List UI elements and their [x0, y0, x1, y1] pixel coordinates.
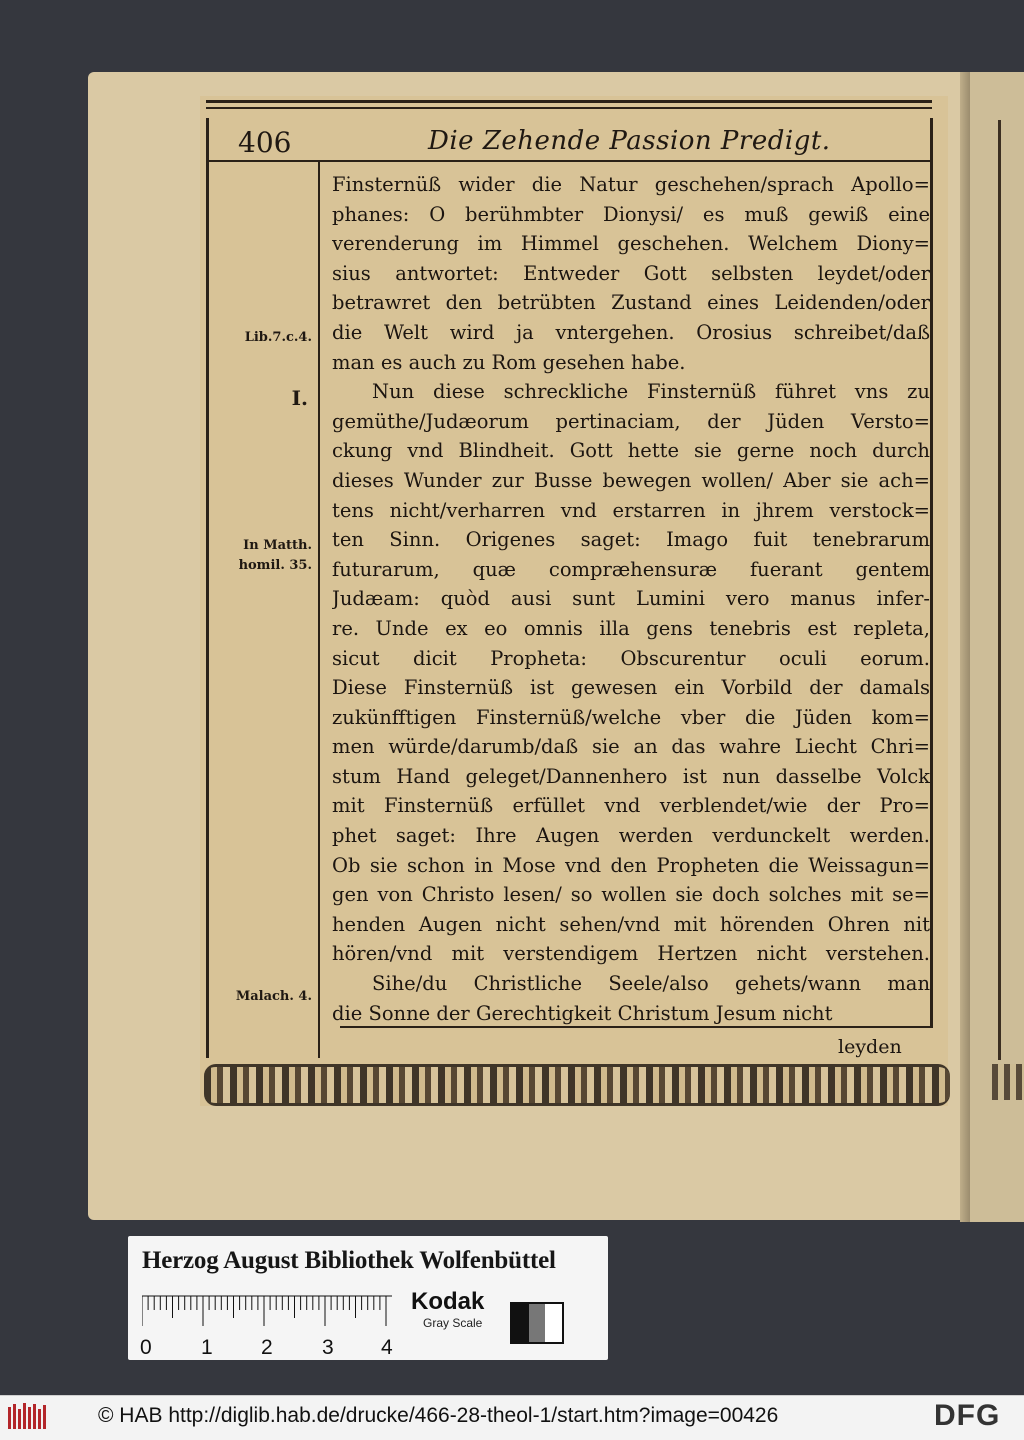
top-rule-thin [206, 107, 932, 109]
ornament-border [204, 1064, 950, 1106]
text-line: phanes: O berühmbter Dionysi/ es muß gewiß eine [332, 202, 930, 226]
adjacent-leaf-rule [998, 120, 1001, 1060]
text-line: phet saget: Ihre Augen werden verdunckelt werden. [332, 824, 930, 848]
swatch-gray [529, 1304, 546, 1342]
running-head: Die Zehende Passion Predigt. [428, 126, 831, 156]
margin-note: I. [291, 386, 308, 410]
target-title: Herzog August Bibliothek Wolfenbüttel [142, 1247, 556, 1274]
scale-number: 1 [201, 1336, 213, 1359]
text-line: zukünfftigen Finsternüß/welche vber die Jüden kom= [332, 705, 930, 729]
text-line: Judæam: quòd ausi sunt Lumini vero manus infer- [332, 587, 930, 611]
page-number: 406 [238, 126, 292, 159]
right-frame-rule [930, 118, 933, 1028]
text-line: tens nicht/verharren vnd erstarren in jhrem verstock= [332, 498, 930, 522]
text-line: Sihe/du Christliche Seele/also gehets/wann man [372, 972, 930, 996]
scale-number: 4 [381, 1336, 393, 1359]
text-line: ten Sinn. Origenes saget: Imago fuit tenebrarum [332, 528, 930, 552]
text-line: verenderung im Himmel geschehen. Welchem Diony= [332, 232, 930, 256]
text-line: dieses Wunder zur Busse bewegen wollen/ Aber sie ach= [332, 468, 930, 492]
text-line: man es auch zu Rom gesehen habe. [332, 350, 686, 374]
text-line: Ob sie schon in Mose vnd den Propheten die Weissagun= [332, 853, 930, 877]
text-line: betrawret den betrübten Zustand eines Leidenden/oder [332, 291, 930, 315]
adjacent-ornament [992, 1064, 1024, 1100]
margin-note: In Matth. homil. 35. [238, 538, 312, 573]
text-line: mit Finsternüß erfüllet vnd verblendet/wie der Pro= [332, 794, 930, 818]
scale-number: 2 [261, 1336, 273, 1359]
dfg-logo: DFG [934, 1399, 1001, 1432]
margin-column-rule [318, 162, 320, 1058]
text-line: sius antwortet: Entweder Gott selbsten leydet/oder [332, 261, 930, 285]
text-line: die Welt wird ja vntergehen. Orosius schreibet/daß [332, 320, 930, 344]
kodak-subtitle: Gray Scale [423, 1316, 483, 1330]
margin-note: Lib.7.c.4. [244, 330, 312, 345]
text-line: henden Augen nicht sehen/vnd mit hörenden Ohren nit [332, 912, 930, 936]
text-line: Diese Finsternüß ist gewesen ein Vorbild der damals [332, 676, 930, 700]
left-frame-rule [206, 118, 209, 1058]
footer-credit[interactable]: © HAB http://diglib.hab.de/drucke/466-28-theol-1/start.htm?image=00426 [98, 1404, 779, 1427]
adjacent-leaf [970, 72, 1024, 1222]
gray-swatches [510, 1302, 564, 1344]
hab-logo-icon [6, 1401, 50, 1433]
text-line: hören/vnd mit verstendigem Hertzen nicht verstehen. [332, 942, 930, 966]
text-line: sicut dicit Propheta: Obscurentur oculi eorum. [332, 646, 930, 670]
scale-number: 3 [322, 1336, 334, 1359]
text-line: gemüthe/Judæorum pertinaciam, der Jüden Versto= [332, 409, 930, 433]
text-line: re. Unde ex eo omnis illa gens tenebris est repleta, [332, 616, 930, 640]
text-line: Finsternüß wider die Natur geschehen/sprach Apollo= [332, 173, 930, 196]
top-rule-thick [206, 100, 932, 103]
text-line: ckung vnd Blindheit. Gott hette sie gerne noch durch [332, 439, 930, 463]
text-line: men würde/darumb/daß sie an das wahre Liecht Chri= [332, 735, 930, 759]
kodak-brand: Kodak [411, 1288, 485, 1315]
text-line: gen von Christo lesen/ so wollen sie doch solches mit se= [332, 883, 930, 907]
catchword: leyden [838, 1036, 902, 1058]
text-line: die Sonne der Gerechtigkeit Christum Jesum nicht [332, 1001, 833, 1025]
body-text [332, 170, 930, 1028]
text-line: stum Hand geleget/Dannenhero ist nun dasselbe Volck [332, 764, 930, 788]
scale-number: 0 [140, 1336, 152, 1359]
swatch-black [512, 1304, 529, 1342]
text-line: futurarum, quæ compræhensuræ fuerant gentem [332, 557, 930, 581]
scale-ruler [142, 1294, 392, 1328]
text-line: Nun diese schreckliche Finsternüß führet vns zu [372, 380, 930, 404]
header-rule [206, 160, 932, 162]
margin-note: Malach. 4. [235, 989, 312, 1004]
swatch-white [545, 1304, 562, 1342]
